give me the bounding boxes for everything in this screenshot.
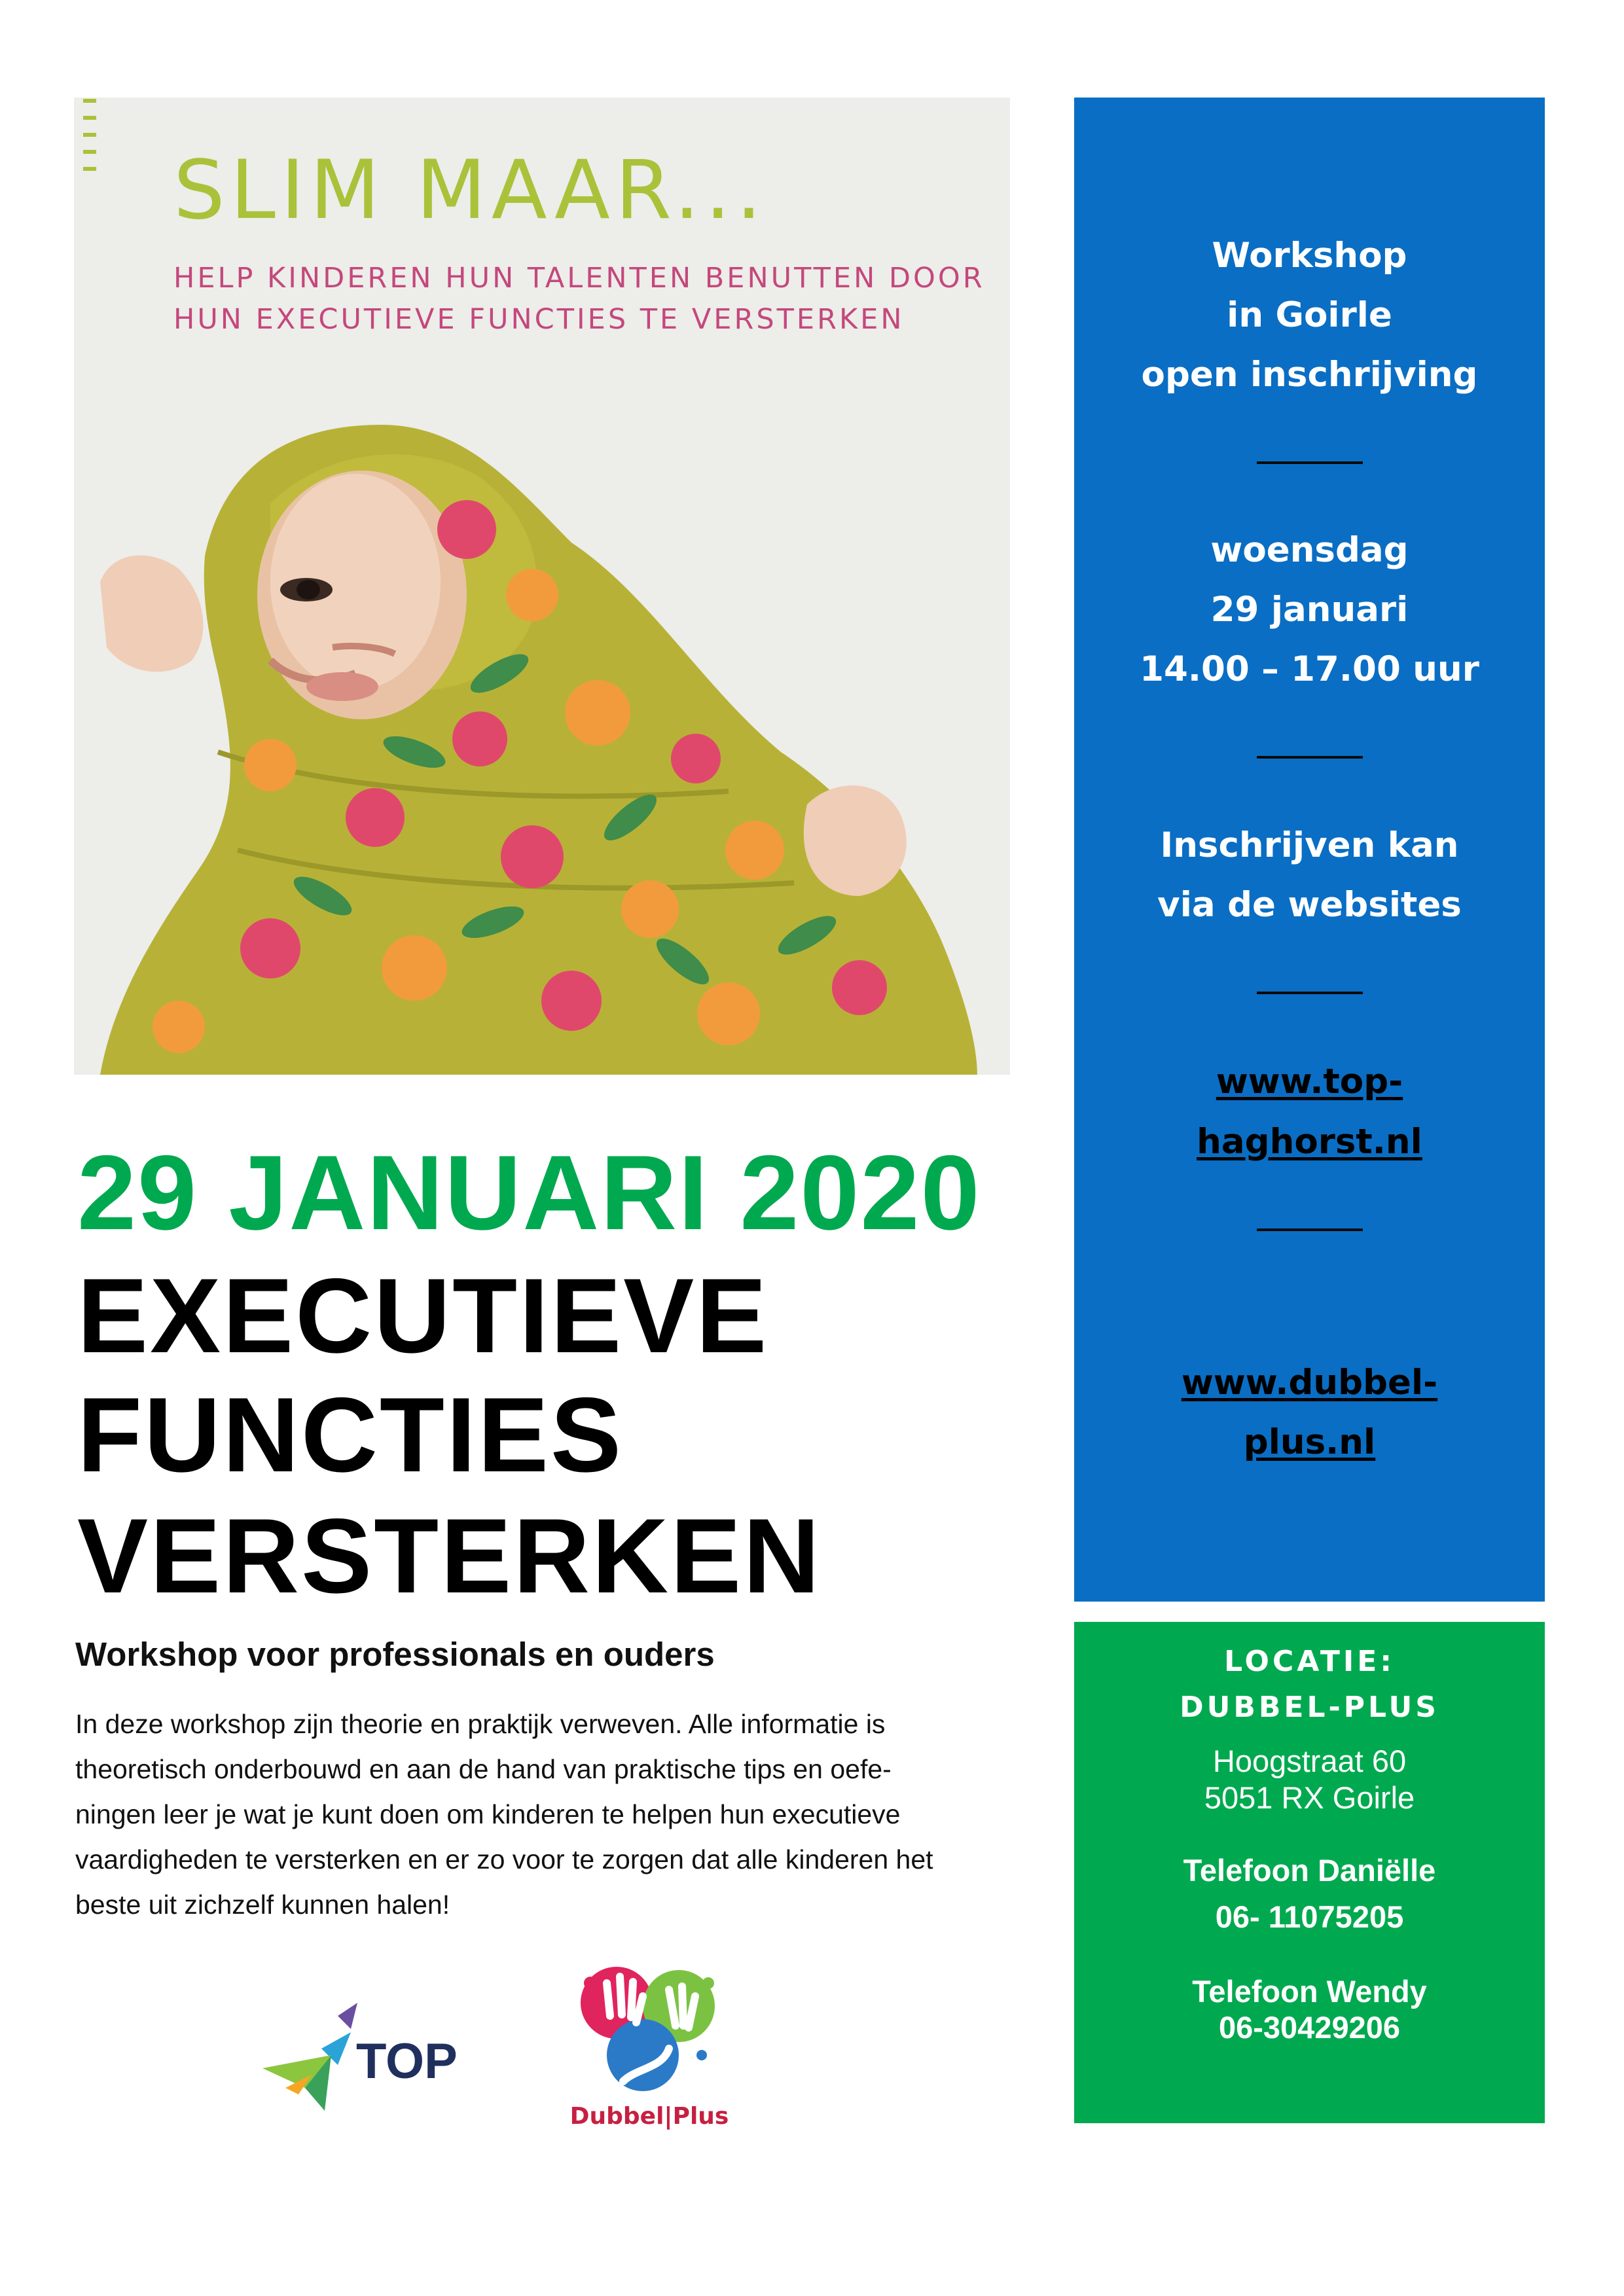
intro-line: vaardigheden te versterken en er zo voor te zorgen dat alle kinderen het (75, 1844, 933, 1874)
panel-text: Workshop (1212, 236, 1407, 276)
location-panel-green (1074, 1622, 1545, 2123)
child-in-dress-illustration (74, 98, 1010, 1075)
link-dubbel-plus[interactable]: plus.nl (1243, 1422, 1376, 1462)
phone-label: Telefoon Daniëlle (1183, 1853, 1436, 1888)
cover-subtitle-line: HELP KINDEREN HUN TALENTEN BENUTTEN DOOR (173, 262, 985, 295)
panel-text: 14.00 – 17.00 uur (1140, 649, 1479, 689)
phone-number: 06-30429206 (1218, 2010, 1401, 2045)
location-name: DUBBEL-PLUS (1180, 1691, 1439, 1724)
panel-text: woensdag (1210, 530, 1409, 570)
panel-text: in Goirle (1227, 295, 1392, 335)
title-line: FUNCTIES (77, 1376, 623, 1494)
link-dubbel-plus[interactable]: www.dubbel- (1181, 1363, 1438, 1403)
cover-title: SLIM MAAR... (173, 143, 767, 238)
panel-text: open inschrijving (1141, 355, 1478, 395)
panel-divider (1257, 1229, 1363, 1231)
address-line: Hoogstraat 60 (1212, 1744, 1407, 1778)
panel-text: via de websites (1157, 885, 1462, 925)
panel-divider (1257, 992, 1363, 994)
workshop-subtitle: Workshop voor professionals en ouders (75, 1636, 715, 1673)
top-logo-mark (259, 1996, 469, 2114)
phone-number: 06- 11075205 (1215, 1899, 1404, 1934)
top-logo-text: TOP (356, 2034, 458, 2089)
link-top-haghorst[interactable]: www.top- (1216, 1062, 1403, 1102)
dubbelplus-logo-mark (571, 1957, 728, 2134)
intro-line: beste uit zichzelf kunnen halen! (75, 1890, 450, 1920)
dubbelplus-logo (571, 1957, 728, 2134)
cover-subtitle-line: HUN EXECUTIEVE FUNCTIES TE VERSTERKEN (173, 303, 905, 336)
panel-text: Inschrijven kan (1160, 825, 1459, 865)
event-date-heading: 29 JANUARI 2020 (77, 1134, 981, 1252)
top-logo (259, 1996, 469, 2114)
intro-line: theoretisch onderbouwd en aan de hand van praktische tips en oefe- (75, 1754, 892, 1784)
phone-label: Telefoon Wendy (1192, 1974, 1427, 2009)
location-label: LOCATIE: (1224, 1645, 1395, 1678)
link-top-haghorst[interactable]: haghorst.nl (1197, 1122, 1422, 1162)
info-panel-blue (1074, 98, 1545, 1602)
intro-paragraph (75, 1702, 1044, 1928)
address-line: 5051 RX Goirle (1204, 1780, 1415, 1815)
title-line: VERSTERKEN (77, 1497, 822, 1615)
intro-line: ningen leer je wat je kunt doen om kinderen te helpen hun executieve (75, 1799, 901, 1829)
panel-divider (1257, 461, 1363, 464)
dubbelplus-logo-text: Dubbel|Plus (571, 2103, 728, 2130)
panel-divider (1257, 756, 1363, 759)
title-line: EXECUTIEVE (77, 1257, 769, 1375)
book-cover-image (74, 98, 1010, 1075)
intro-line: In deze workshop zijn theorie en praktijk verweven. Alle informatie is (75, 1709, 886, 1739)
panel-text: 29 januari (1210, 590, 1409, 630)
